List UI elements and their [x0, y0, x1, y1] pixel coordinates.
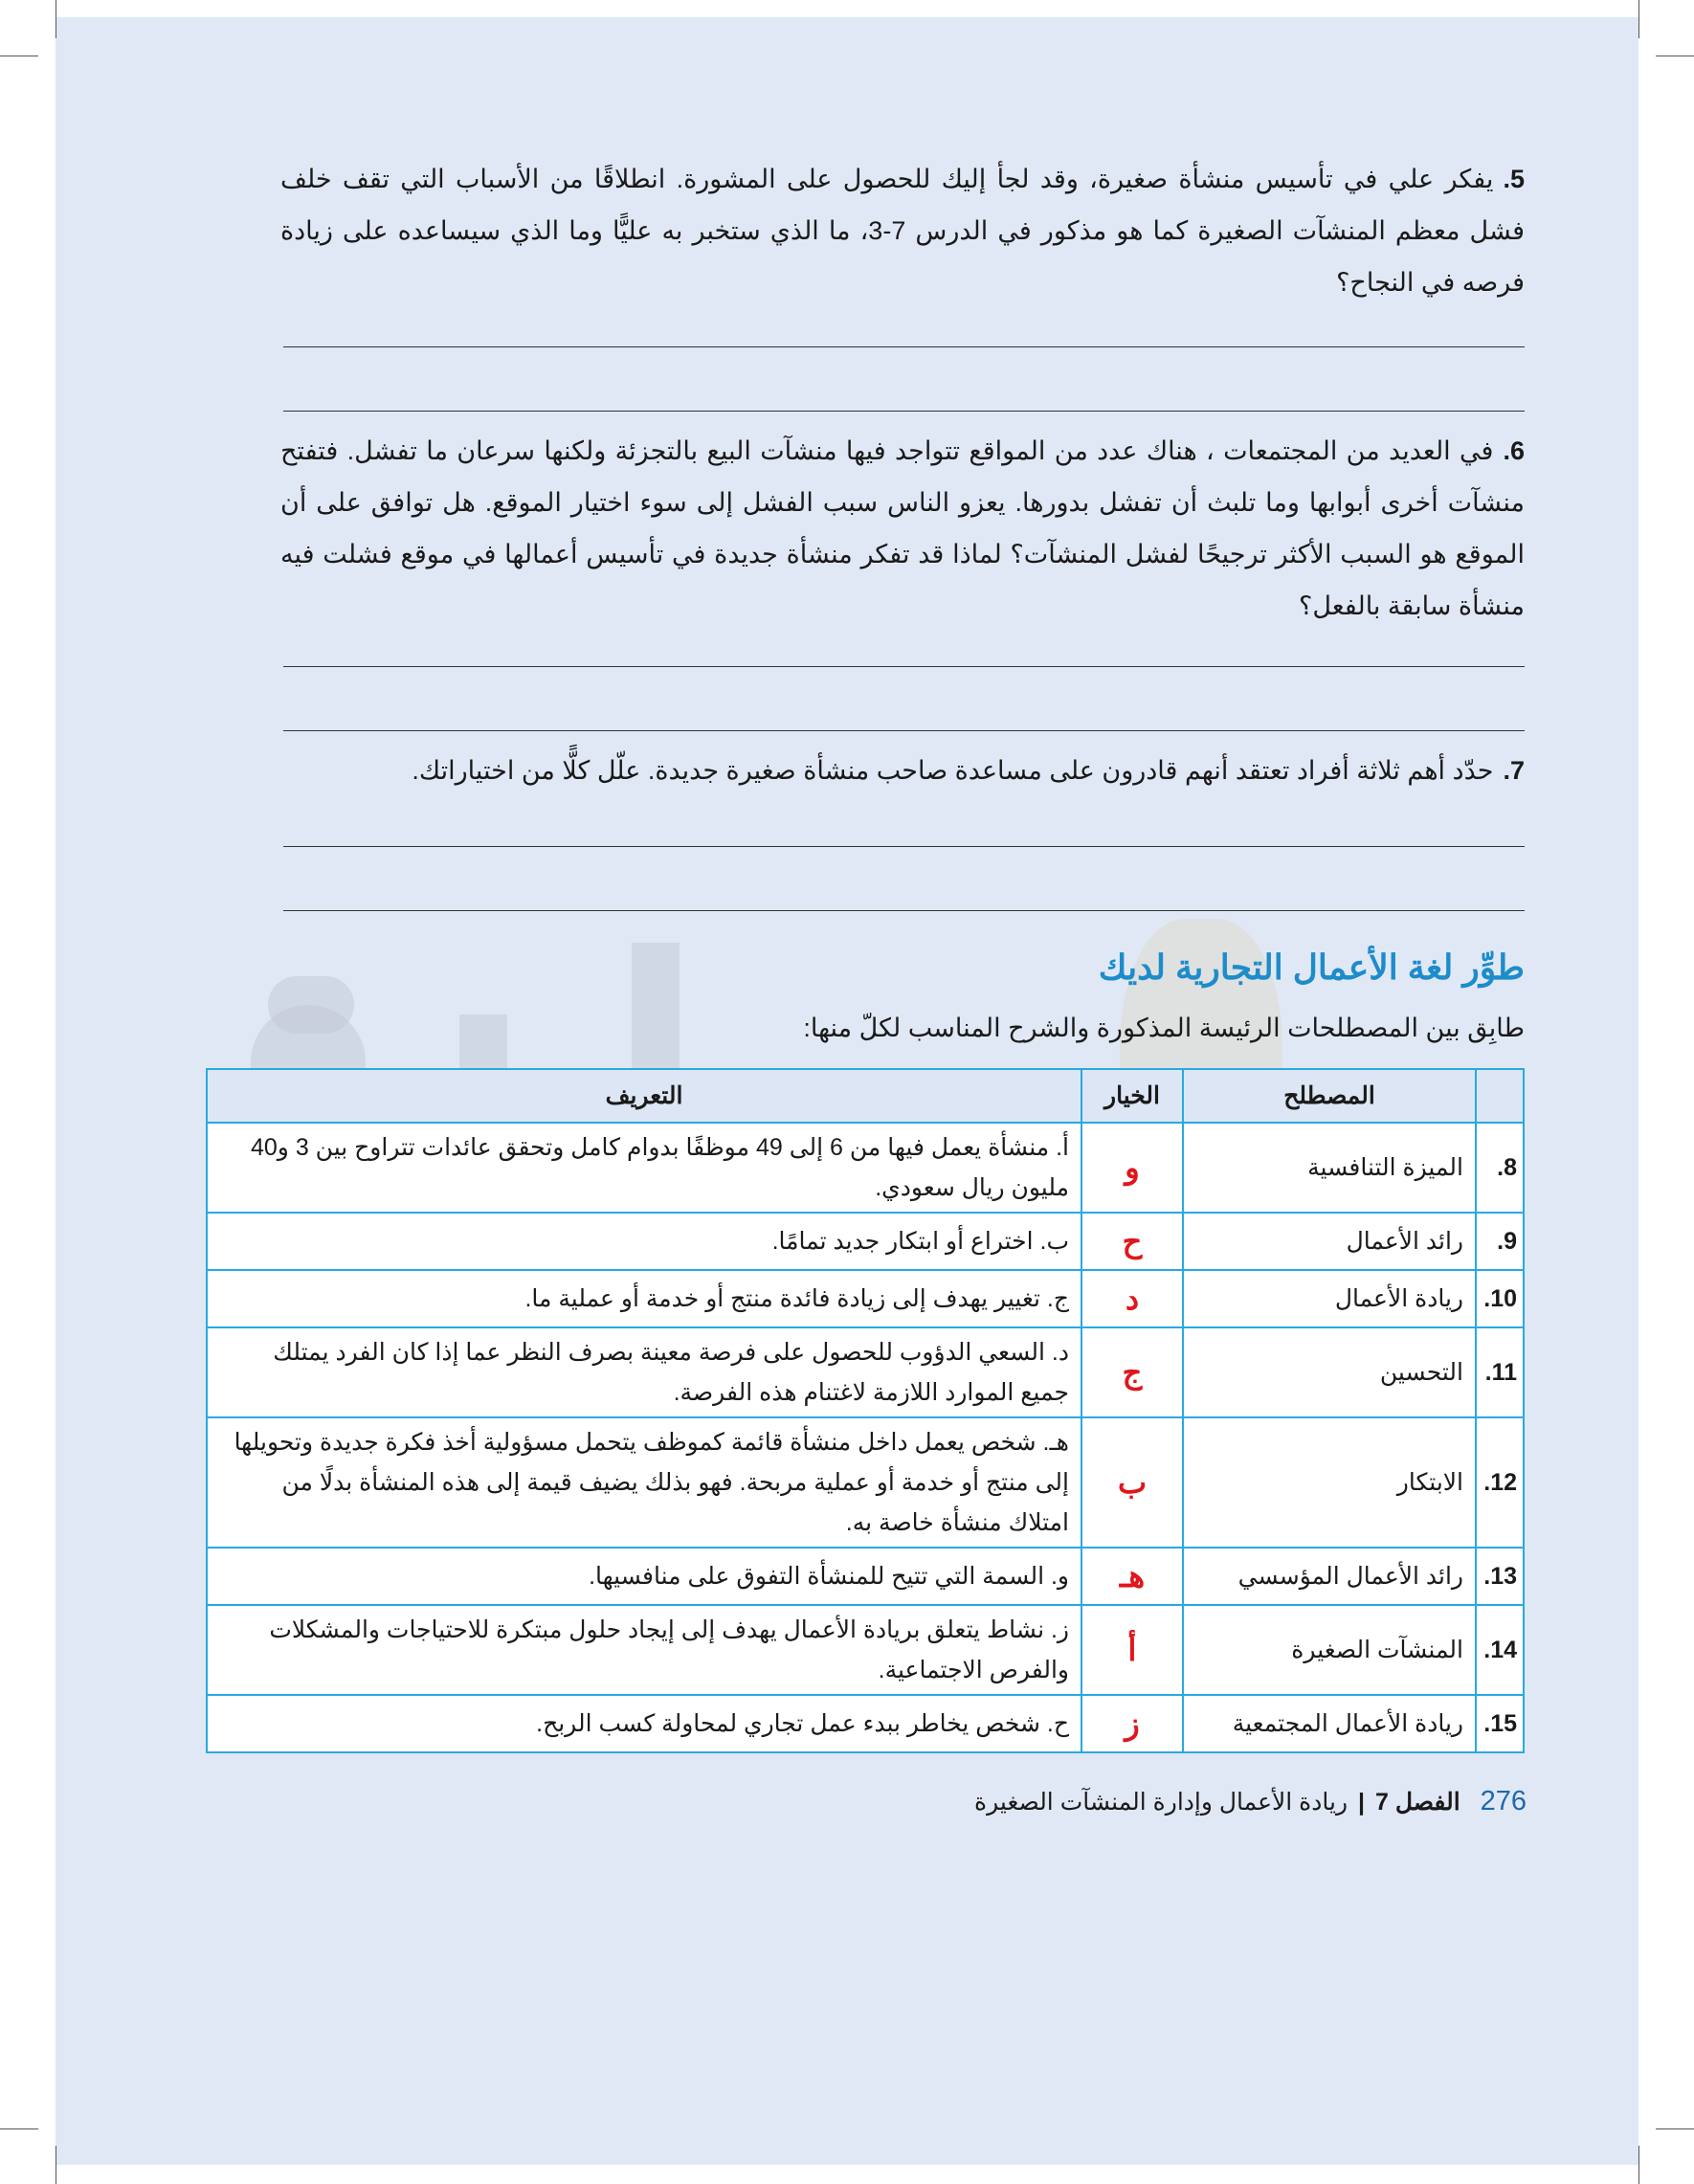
definition-cell: أ. منشأة يعمل فيها من 6 إلى 49 موظفًا بدوام كامل وتحقق عائدات تتراوح بين 3 و40 مليون ريال سعودي.	[207, 1123, 1081, 1213]
term-cell: رائد الأعمال المؤسسي	[1183, 1548, 1476, 1605]
definition-cell: ج. تغيير يهدف إلى زيادة فائدة منتج أو خدمة أو عملية ما.	[207, 1270, 1081, 1327]
question-number: 6.	[1503, 436, 1525, 465]
table-row	[207, 1548, 1524, 1605]
choice-cell[interactable]: ب	[1081, 1417, 1183, 1548]
term-cell: الميزة التنافسية	[1183, 1123, 1476, 1213]
crop-mark	[0, 2128, 38, 2129]
row-number: 12.	[1476, 1417, 1524, 1548]
answer-line[interactable]	[283, 411, 1525, 412]
header-definition: التعريف	[207, 1069, 1081, 1123]
answer-line[interactable]	[283, 910, 1525, 911]
table-row	[207, 1327, 1524, 1417]
choice-cell[interactable]: و	[1081, 1123, 1183, 1213]
row-number: 14.	[1476, 1605, 1524, 1695]
term-cell: التحسين	[1183, 1327, 1476, 1417]
question-text: يفكر علي في تأسيس منشأة صغيرة، وقد لجأ إليك للحصول على المشورة. انطلاقًا من الأسباب التي تقف خلف فشل معظم المنشآت الصغيرة كما هو مذكور في الدرس 7-3، ما الذي ستخبر به عليًّا وما الذي سيساعده على زيادة فرصه في النجاح؟	[280, 165, 1525, 297]
choice-cell[interactable]: أ	[1081, 1605, 1183, 1695]
question-number: 7.	[1503, 756, 1525, 785]
question-text: في العديد من المجتمعات ، هناك عدد من المواقع تتواجد فيها منشآت البيع بالتجزئة ولكنها سرعان ما تفشل. فتفتح منشآت أخرى أبوابها وما تلبث أن تفشل بدورها. يعزو الناس سبب الفشل إلى سوء اختيار الموقع. هل توافق على أن الموقع هو السبب الأكثر ترجيحًا لفشل المنشآت؟ لماذا قد تفكر منشأة جديدة في تأسيس أعمالها في موقع فشلت فيه منشأة سابقة بالفعل؟	[280, 436, 1525, 620]
question-6	[280, 425, 1525, 632]
chapter-label: الفصل 7	[1374, 1789, 1460, 1816]
table-header-row	[207, 1069, 1524, 1123]
row-number: 8.	[1476, 1123, 1524, 1213]
matching-table	[206, 1068, 1525, 1753]
row-number: 13.	[1476, 1548, 1524, 1605]
table-row	[207, 1695, 1524, 1752]
header-number	[1476, 1069, 1524, 1123]
page-number: 276	[1480, 1786, 1527, 1816]
answer-line[interactable]	[283, 346, 1525, 347]
question-text: حدّد أهم ثلاثة أفراد تعتقد أنهم قادرون على مساعدة صاحب منشأة صغيرة جديدة. علّل كلًّا من اختياراتك.	[412, 756, 1494, 785]
question-7	[280, 745, 1525, 796]
choice-cell[interactable]: د	[1081, 1270, 1183, 1327]
section-instruction: طابِق بين المصطلحات الرئيسة المذكورة والشرح المناسب لكلّ منها:	[803, 1014, 1525, 1042]
table-row	[207, 1605, 1524, 1695]
definition-cell: د. السعي الدؤوب للحصول على فرصة معينة بصرف النظر عما إذا كان الفرد يمتلك جميع الموارد اللازمة لاغتنام هذه الفرصة.	[207, 1327, 1081, 1417]
header-term: المصطلح	[1183, 1069, 1476, 1123]
definition-cell: هـ. شخص يعمل داخل منشأة قائمة كموظف يتحمل مسؤولية أخذ فكرة جديدة وتحويلها إلى منتج أو خدمة أو عملية مربحة. فهو بذلك يضيف قيمة إلى هذه المنشأة بدلًا من امتلاك منشأة خاصة به.	[207, 1417, 1081, 1548]
row-number: 9.	[1476, 1213, 1524, 1270]
definition-cell: ح. شخص يخاطر ببدء عمل تجاري لمحاولة كسب الربح.	[207, 1695, 1081, 1752]
term-cell: المنشآت الصغيرة	[1183, 1605, 1476, 1695]
page-content	[206, 153, 1525, 1821]
table-row	[207, 1213, 1524, 1270]
row-number: 15.	[1476, 1695, 1524, 1752]
definition-cell: ز. نشاط يتعلق بريادة الأعمال يهدف إلى إيجاد حلول مبتكرة للاحتياجات والمشكلات والفرص الاجتماعية.	[207, 1605, 1081, 1695]
section-title: طوِّر لغة الأعمال التجارية لديك	[1098, 947, 1525, 987]
term-cell: ريادة الأعمال	[1183, 1270, 1476, 1327]
table-row	[207, 1270, 1524, 1327]
answer-line[interactable]	[283, 730, 1525, 731]
row-number: 10.	[1476, 1270, 1524, 1327]
crop-mark	[1638, 0, 1639, 38]
term-cell: رائد الأعمال	[1183, 1213, 1476, 1270]
term-cell: الابتكار	[1183, 1417, 1476, 1548]
term-cell: ريادة الأعمال المجتمعية	[1183, 1695, 1476, 1752]
table-row	[207, 1123, 1524, 1213]
choice-cell[interactable]: ز	[1081, 1695, 1183, 1752]
question-number: 5.	[1503, 165, 1525, 193]
crop-mark	[1638, 2146, 1639, 2184]
row-number: 11.	[1476, 1327, 1524, 1417]
page-footer	[206, 1782, 1527, 1821]
chapter-title: ريادة الأعمال وإدارة المنشآت الصغيرة	[974, 1789, 1349, 1816]
answer-line[interactable]	[283, 846, 1525, 847]
choice-cell[interactable]: ح	[1081, 1213, 1183, 1270]
footer-separator: |	[1358, 1789, 1366, 1816]
definition-cell: ب. اختراع أو ابتكار جديد تمامًا.	[207, 1213, 1081, 1270]
header-choice: الخيار	[1081, 1069, 1183, 1123]
table-row	[207, 1417, 1524, 1548]
choice-cell[interactable]: ج	[1081, 1327, 1183, 1417]
definition-cell: و. السمة التي تتيح للمنشأة التفوق على منافسيها.	[207, 1548, 1081, 1605]
question-5	[280, 153, 1525, 308]
choice-cell[interactable]: هـ	[1081, 1548, 1183, 1605]
crop-mark	[1656, 2128, 1694, 2129]
answer-line[interactable]	[283, 666, 1525, 667]
